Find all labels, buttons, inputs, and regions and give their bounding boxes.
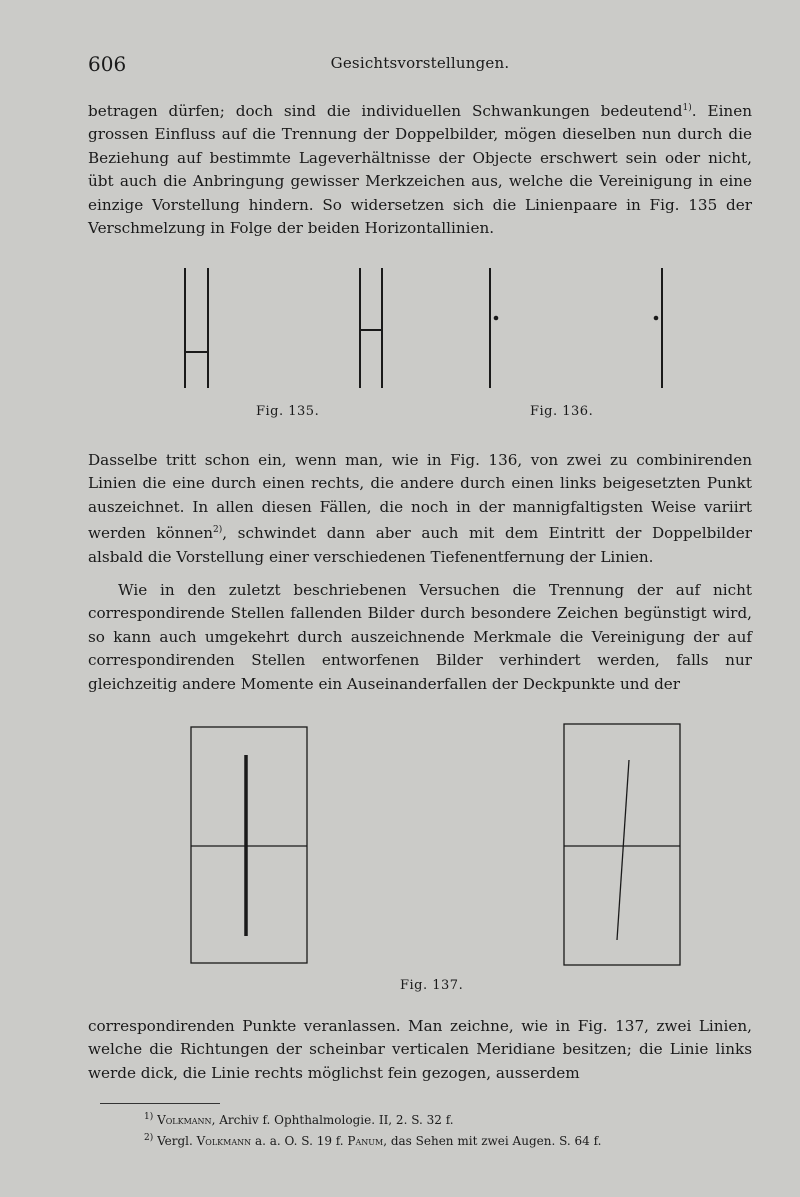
paragraph-2-text-b: , schwindet dann aber auch mit dem Eintritt der Doppelbilder alsbald die Vorstellung einer verschiedenen Tiefenentfernung der Linien. [88,524,752,566]
figure-136-caption: Fig. 136. [530,404,594,419]
figure-135-caption: Fig. 135. [256,404,320,419]
footnote-1: $^{1)}$ Volkmann, Archiv f. Ophthalmologie. II, 2. S. 32 f. [144,1112,454,1127]
paragraph-1-text-a: betragen dürfen; doch sind die individuellen Schwankungen bedeutend [88,102,683,121]
footnote-divider [100,1103,220,1104]
figure-137-right-panel [564,724,680,965]
paragraph-1-text-b: . Einen grossen Einfluss auf die Trennung der Doppelbilder, mögen dieselben nun durch die Beziehung auf bestimmte Lageverhältnisse der Objecte erschwert sein oder nicht, übt auch die Anbringung gewisser Merkzeichen aus, welche die Vereinigung in eine einzige Vorstellung hindern. So widersetzen sich die Linienpaare in Fig. 135 der Verschmelzung in Folge der beiden Horizontallinien. [88,102,752,238]
paragraph-2-text-a: Dasselbe tritt schon ein, wenn man, wie in Fig. 136, von zwei zu combinirenden Linien die eine durch einen rechts, die andere durch einen links beigesetzten Punkt auszeichnet. In allen diesen Fällen, die noch in der mannigfaltigsten Weise variirt werden können [88,451,752,543]
running-head: Gesichtsvorstellungen. [330,54,510,72]
page-number: 606 [88,52,127,76]
figure-137-left-panel [191,727,307,963]
figure-137-caption: Fig. 137. [400,978,464,993]
paragraph-4: correspondirenden Punkte veranlassen. Man zeichne, wie in Fig. 137, zwei Linien, welche die Richtungen der scheinbar verticalen Meridiane besitzen; die Linie links werde dick, die Linie rechts möglichst fein gezogen, ausserdem [88,1017,752,1082]
footnote-2: $^{2)}$ Vergl. Volkmann a. a. O. S. 19 f. Panum, das Sehen mit zwei Augen. S. 64 f. [144,1133,602,1148]
footnote-mark-1: 1) [682,103,692,113]
footnotes [144,1108,764,1150]
paragraph-3: Wie in den zuletzt beschriebenen Versuchen die Trennung der auf nicht correspondirende Stellen fallenden Bilder durch besondere Zeichen begünstigt wird, so kann auch umgekehrt durch auszeichnende Merkmale die Vereinigung der auf correspondirenden Stellen entworfenen Bilder verhindert werden, falls nur gleichzeitig andere Momente ein Auseinanderfallen der Deckpunkte und der [88,581,752,693]
footnote-mark-2: 2) [213,525,223,536]
